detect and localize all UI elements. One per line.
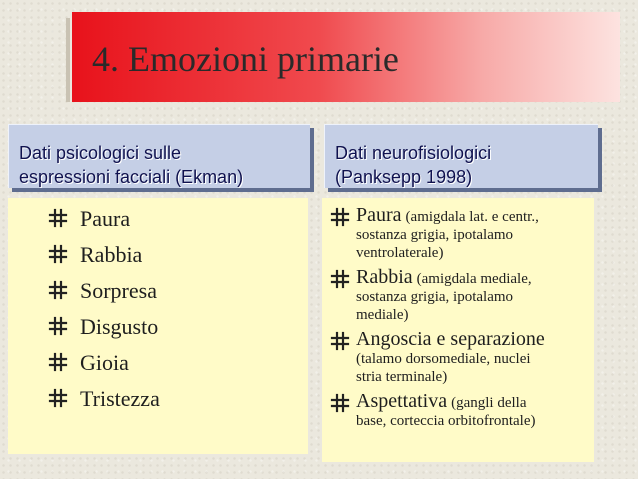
- brain-area-note: mediale): [356, 307, 409, 323]
- right-column-body: [322, 198, 594, 462]
- hash-bullet-icon: [330, 269, 350, 289]
- right-header-line-2: (Panksepp 1998): [335, 167, 473, 187]
- hash-bullet-icon: [330, 207, 350, 227]
- brain-area-note: (talamo dorsomediale, nuclei: [356, 351, 531, 367]
- brain-area-note: ventrolaterale): [356, 245, 444, 261]
- hash-bullet-icon: [48, 244, 68, 264]
- brain-area-note: (amigdala lat. e centr.,: [405, 209, 539, 225]
- right-column-header: [324, 124, 598, 188]
- hash-bullet-icon: [330, 331, 350, 351]
- hash-bullet-icon: [330, 393, 350, 413]
- right-header-line-1: Dati neurofisiologici: [335, 143, 492, 163]
- emotion-term: Aspettativa: [356, 390, 448, 412]
- brain-area-note: base, corteccia orbitofrontale): [356, 413, 536, 429]
- list-item: [330, 328, 586, 386]
- brain-area-note: (gangli della: [451, 395, 527, 411]
- list-item: [330, 266, 586, 324]
- hash-bullet-icon: [48, 316, 68, 336]
- list-item: [330, 204, 586, 262]
- emotion-term: Paura: [356, 204, 402, 226]
- emotion-term: Rabbia: [356, 266, 413, 288]
- right-emotion-list: [330, 204, 586, 434]
- list-item: [330, 390, 586, 430]
- hash-bullet-icon: [48, 352, 68, 372]
- brain-area-note: (amigdala mediale,: [416, 271, 532, 287]
- left-column-header: [8, 124, 310, 188]
- emotion-term: Angoscia e separazione: [356, 328, 545, 350]
- left-header-line-1: Dati psicologici sulle: [19, 143, 182, 163]
- left-column-body: Paura Rabbia Sorpresa Disgusto Gioia Tristezza: [8, 198, 308, 454]
- slide-title: 4. Emozioni primarie: [92, 39, 399, 79]
- left-header-line-2: espressioni facciali (Ekman): [19, 167, 244, 187]
- title-bar: [72, 12, 620, 102]
- brain-area-note: sostanza grigia, ipotalamo: [356, 227, 514, 243]
- brain-area-note: sostanza grigia, ipotalamo: [356, 289, 514, 305]
- brain-area-note: stria terminale): [356, 369, 448, 385]
- hash-bullet-icon: [48, 280, 68, 300]
- hash-bullet-icon: [48, 388, 68, 408]
- hash-bullet-icon: [48, 208, 68, 228]
